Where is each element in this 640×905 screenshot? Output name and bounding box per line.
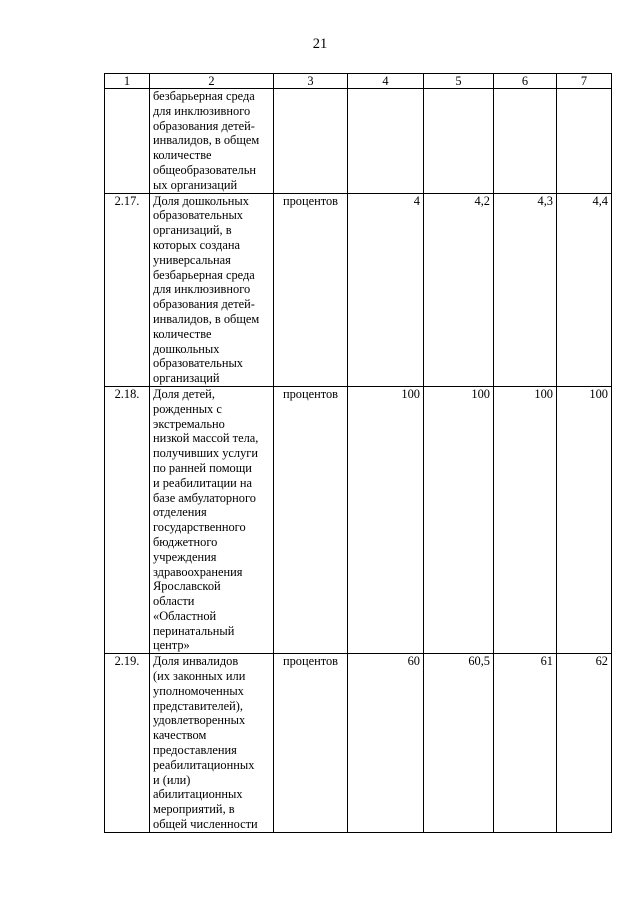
indicator-name-cell: Доля инвалидов (их законных или уполномоченных представителей), удовлетворенных качеством предоставления реабилитационных и (или) абилитационных мероприятий, в общей численности	[150, 654, 274, 833]
value-cell: 4,4	[557, 193, 612, 386]
unit-cell: процентов	[274, 386, 348, 653]
value-cell: 100	[494, 386, 557, 653]
value-cell: 62	[557, 654, 612, 833]
value-cell: 60	[348, 654, 424, 833]
table-row	[105, 654, 612, 833]
column-header: 1	[105, 74, 150, 89]
row-number-cell: 2.19.	[105, 654, 150, 833]
value-cell	[494, 89, 557, 194]
table-row	[105, 386, 612, 653]
column-header: 7	[557, 74, 612, 89]
value-cell: 60,5	[424, 654, 494, 833]
value-cell: 4	[348, 193, 424, 386]
row-number-cell: 2.17.	[105, 193, 150, 386]
value-cell: 100	[557, 386, 612, 653]
table-row-continuation	[105, 89, 612, 194]
column-header: 4	[348, 74, 424, 89]
column-header: 3	[274, 74, 348, 89]
unit-cell: процентов	[274, 193, 348, 386]
value-cell	[348, 89, 424, 194]
unit-cell	[274, 89, 348, 194]
indicator-name-cell: безбарьерная среда для инклюзивного образования детей- инвалидов, в общем количестве общеобразовательн ых организаций	[150, 89, 274, 194]
column-header: 6	[494, 74, 557, 89]
row-number-cell: 2.18.	[105, 386, 150, 653]
row-number-cell	[105, 89, 150, 194]
indicator-name-cell: Доля детей, рожденных с экстремально низкой массой тела, получивших услуги по ранней помощи и реабилитации на базе амбулаторного отделения государственного бюджетного учреждения здравоохранения Ярославской области «Областной перинатальный центр»	[150, 386, 274, 653]
value-cell	[557, 89, 612, 194]
table-row	[105, 193, 612, 386]
indicators-table	[104, 73, 612, 833]
value-cell: 4,3	[494, 193, 557, 386]
value-cell	[424, 89, 494, 194]
value-cell: 100	[424, 386, 494, 653]
column-header: 2	[150, 74, 274, 89]
value-cell: 100	[348, 386, 424, 653]
value-cell: 61	[494, 654, 557, 833]
value-cell: 4,2	[424, 193, 494, 386]
column-header: 5	[424, 74, 494, 89]
page-number: 21	[312, 36, 328, 52]
table-header-row	[105, 74, 612, 89]
indicator-name-cell: Доля дошкольных образовательных организаций, в которых создана универсальная безбарьерная среда для инклюзивного образования детей- инвалидов, в общем количестве дошкольных образовательных организаций	[150, 193, 274, 386]
unit-cell: процентов	[274, 654, 348, 833]
